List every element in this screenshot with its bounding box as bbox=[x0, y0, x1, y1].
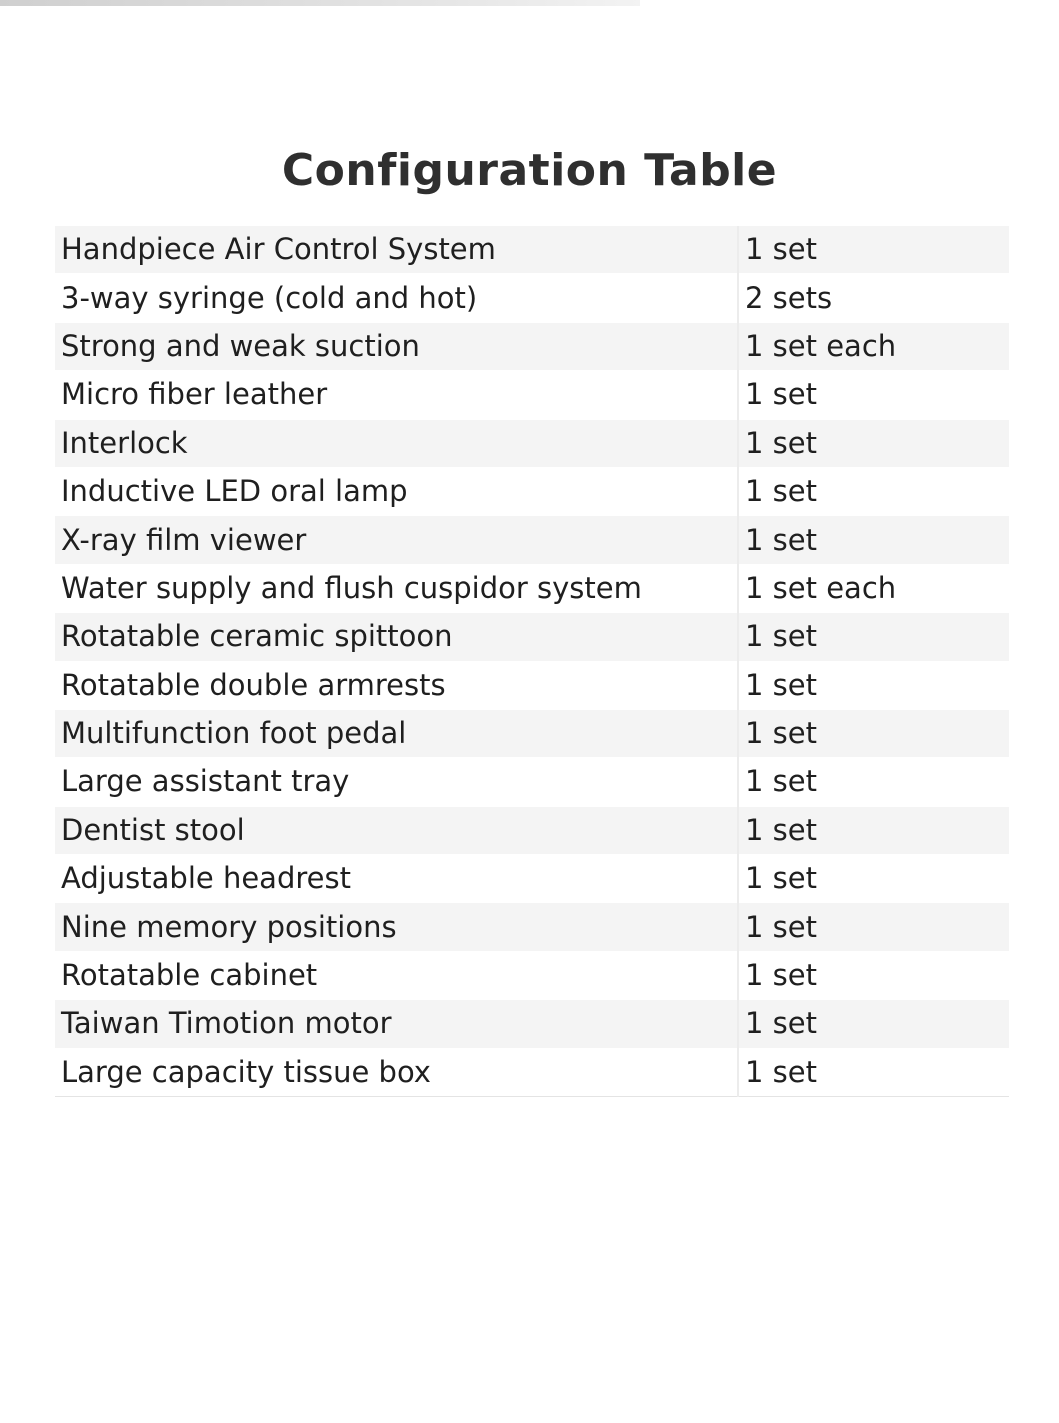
quantity-cell: 1 set each bbox=[738, 564, 1009, 612]
quantity-cell: 1 set bbox=[738, 758, 1009, 806]
quantity-cell: 1 set bbox=[738, 1048, 1009, 1096]
table-row bbox=[55, 903, 1009, 951]
item-cell: Nine memory positions bbox=[55, 903, 738, 951]
quantity-cell: 2 sets bbox=[738, 274, 1009, 322]
table-row bbox=[55, 1000, 1009, 1048]
quantity-cell: 1 set bbox=[738, 661, 1009, 709]
item-cell: Strong and weak suction bbox=[55, 322, 738, 370]
item-cell: Adjustable headrest bbox=[55, 855, 738, 903]
table-row bbox=[55, 467, 1009, 515]
top-edge-strip bbox=[0, 0, 640, 6]
item-cell: Interlock bbox=[55, 419, 738, 467]
table-row bbox=[55, 1048, 1009, 1096]
item-cell: Large assistant tray bbox=[55, 758, 738, 806]
quantity-cell: 1 set bbox=[738, 467, 1009, 515]
table-row bbox=[55, 709, 1009, 757]
table-row bbox=[55, 322, 1009, 370]
configuration-table bbox=[55, 226, 1009, 1097]
item-cell: Taiwan Timotion motor bbox=[55, 1000, 738, 1048]
item-cell: Dentist stool bbox=[55, 806, 738, 854]
page-title: Configuration Table bbox=[281, 145, 778, 197]
table-row bbox=[55, 855, 1009, 903]
table-row bbox=[55, 951, 1009, 999]
quantity-cell: 1 set each bbox=[738, 322, 1009, 370]
item-cell: Handpiece Air Control System bbox=[55, 226, 738, 274]
quantity-cell: 1 set bbox=[738, 951, 1009, 999]
table-row bbox=[55, 564, 1009, 612]
table-row bbox=[55, 419, 1009, 467]
quantity-cell: 1 set bbox=[738, 1000, 1009, 1048]
item-cell: Rotatable cabinet bbox=[55, 951, 738, 999]
quantity-cell: 1 set bbox=[738, 613, 1009, 661]
table-row bbox=[55, 758, 1009, 806]
table-row bbox=[55, 516, 1009, 564]
table-row bbox=[55, 371, 1009, 419]
item-cell: Inductive LED oral lamp bbox=[55, 467, 738, 515]
quantity-cell: 1 set bbox=[738, 806, 1009, 854]
table-row bbox=[55, 226, 1009, 274]
item-cell: Rotatable ceramic spittoon bbox=[55, 613, 738, 661]
item-cell: 3-way syringe (cold and hot) bbox=[55, 274, 738, 322]
item-cell: Rotatable double armrests bbox=[55, 661, 738, 709]
table-row bbox=[55, 661, 1009, 709]
quantity-cell: 1 set bbox=[738, 709, 1009, 757]
quantity-cell: 1 set bbox=[738, 516, 1009, 564]
quantity-cell: 1 set bbox=[738, 226, 1009, 274]
item-cell: Large capacity tissue box bbox=[55, 1048, 738, 1096]
quantity-cell: 1 set bbox=[738, 903, 1009, 951]
item-cell: X-ray film viewer bbox=[55, 516, 738, 564]
item-cell: Micro fiber leather bbox=[55, 371, 738, 419]
quantity-cell: 1 set bbox=[738, 855, 1009, 903]
quantity-cell: 1 set bbox=[738, 419, 1009, 467]
table-row bbox=[55, 613, 1009, 661]
item-cell: Multifunction foot pedal bbox=[55, 709, 738, 757]
table-row bbox=[55, 274, 1009, 322]
table-row bbox=[55, 806, 1009, 854]
quantity-cell: 1 set bbox=[738, 371, 1009, 419]
item-cell: Water supply and flush cuspidor system bbox=[55, 564, 738, 612]
